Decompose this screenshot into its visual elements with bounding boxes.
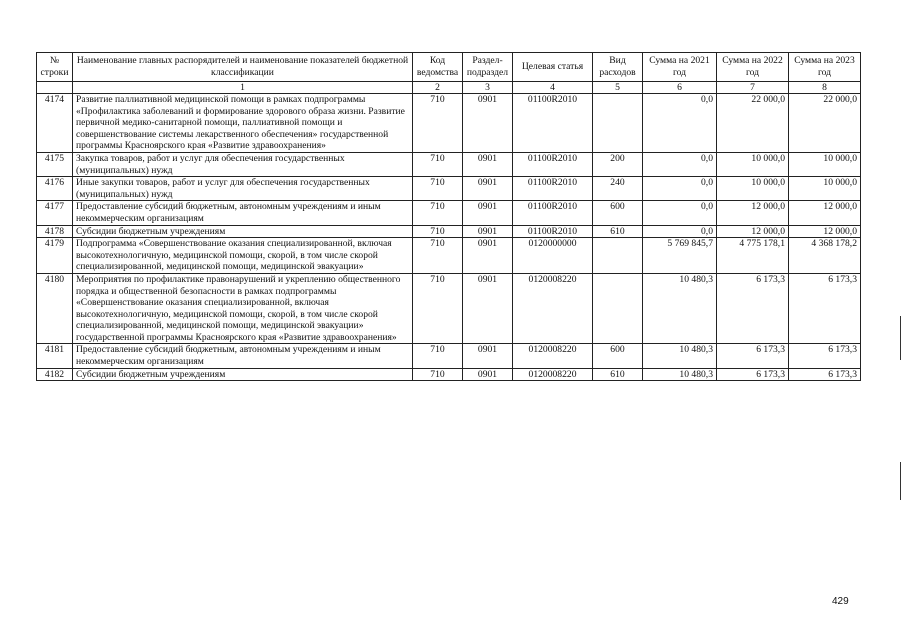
target-item: 01100R2010: [513, 225, 593, 238]
row-name: Развитие паллиативной медицинской помощи в рамках подпрограммы «Профилактика заболеваний и формирование здорового образа жизни. Развитие первичной медико-санитарной помощи, паллиативной помощи и совершенствование системы лекарственного обеспечения» государственной программы Красноярского края «Развитие здравоохранения»: [73, 94, 413, 153]
row-name: Предоставление субсидий бюджетным, автономным учреждениям и иным некоммерческим организациям: [73, 344, 413, 368]
row-number: 4182: [37, 368, 73, 381]
target-item: 01100R2010: [513, 177, 593, 201]
sum-2023: 12 000,0: [789, 225, 861, 238]
expense-type: [593, 94, 643, 153]
expense-type: 610: [593, 368, 643, 381]
sum-2023: 6 173,3: [789, 273, 861, 344]
row-number: 4176: [37, 177, 73, 201]
table-row: [37, 344, 861, 368]
header-target-item: Целевая статья: [513, 53, 593, 82]
table-body: [37, 94, 861, 381]
scan-edge-line: [900, 462, 901, 500]
row-name: Закупка товаров, работ и услуг для обеспечения государственных (муниципальных) нужд: [73, 152, 413, 176]
target-item: 01100R2010: [513, 152, 593, 176]
row-number: 4181: [37, 344, 73, 368]
department-code: 710: [413, 344, 463, 368]
table-row: [37, 94, 861, 153]
target-item: 0120000000: [513, 238, 593, 274]
sum-2023: 10 000,0: [789, 152, 861, 176]
sum-2022: 12 000,0: [717, 201, 789, 225]
expense-type: [593, 273, 643, 344]
row-name: Субсидии бюджетным учреждениям: [73, 225, 413, 238]
sum-2021: 0,0: [643, 152, 717, 176]
section-code: 0901: [463, 94, 513, 153]
target-item: 01100R2010: [513, 201, 593, 225]
sum-2022: 12 000,0: [717, 225, 789, 238]
sum-2021: 10 480,3: [643, 344, 717, 368]
department-code: 710: [413, 273, 463, 344]
sum-2021: 10 480,3: [643, 273, 717, 344]
row-number: 4180: [37, 273, 73, 344]
table-header: [37, 53, 861, 94]
expense-type: 200: [593, 152, 643, 176]
row-name: Иные закупки товаров, работ и услуг для обеспечения государственных (муниципальных) нужд: [73, 177, 413, 201]
expense-type: 600: [593, 201, 643, 225]
sum-2021: 0,0: [643, 201, 717, 225]
table-row: [37, 273, 861, 344]
header-sum-2022: Сумма на 2022 год: [717, 53, 789, 82]
sum-2022: 22 000,0: [717, 94, 789, 153]
sum-2021: 0,0: [643, 94, 717, 153]
row-name: Подпрограмма «Совершенствование оказания специализированной, включая высокотехнологичную, медицинской помощи, скорой, в том числе скорой специализированной, медицинской помощи, медицинской эвакуации»: [73, 238, 413, 274]
department-code: 710: [413, 201, 463, 225]
sum-2023: 4 368 178,2: [789, 238, 861, 274]
sum-2022: 10 000,0: [717, 152, 789, 176]
sum-2023: 10 000,0: [789, 177, 861, 201]
page-number: 429: [832, 596, 849, 607]
section-code: 0901: [463, 177, 513, 201]
department-code: 710: [413, 368, 463, 381]
column-number: 6: [643, 82, 717, 94]
sum-2023: 22 000,0: [789, 94, 861, 153]
table-row: [37, 238, 861, 274]
section-code: 0901: [463, 273, 513, 344]
sum-2022: 6 173,3: [717, 344, 789, 368]
target-item: 01100R2010: [513, 94, 593, 153]
row-number: 4179: [37, 238, 73, 274]
expense-type: [593, 238, 643, 274]
expense-type: 610: [593, 225, 643, 238]
target-item: 0120008220: [513, 273, 593, 344]
department-code: 710: [413, 225, 463, 238]
scan-edge-line: [900, 316, 901, 360]
target-item: 0120008220: [513, 344, 593, 368]
header-row-number: № строки: [37, 53, 73, 82]
column-number: 4: [513, 82, 593, 94]
expense-type: 240: [593, 177, 643, 201]
table-row: [37, 225, 861, 238]
table-row: [37, 201, 861, 225]
header-sum-2021: Сумма на 2021 год: [643, 53, 717, 82]
sum-2023: 6 173,3: [789, 344, 861, 368]
sum-2021: 0,0: [643, 177, 717, 201]
row-number: 4177: [37, 201, 73, 225]
sum-2022: 6 173,3: [717, 273, 789, 344]
sum-2022: 10 000,0: [717, 177, 789, 201]
section-code: 0901: [463, 201, 513, 225]
section-code: 0901: [463, 238, 513, 274]
table-row: [37, 177, 861, 201]
department-code: 710: [413, 238, 463, 274]
header-section: Раздел-подраздел: [463, 53, 513, 82]
department-code: 710: [413, 177, 463, 201]
column-number: 8: [789, 82, 861, 94]
column-number: 3: [463, 82, 513, 94]
department-code: 710: [413, 94, 463, 153]
section-code: 0901: [463, 368, 513, 381]
row-number: 4178: [37, 225, 73, 238]
header-department-code: Код ведомства: [413, 53, 463, 82]
budget-table: [36, 52, 861, 381]
section-code: 0901: [463, 344, 513, 368]
row-number: 4175: [37, 152, 73, 176]
row-name: Предоставление субсидий бюджетным, автономным учреждениям и иным некоммерческим организациям: [73, 201, 413, 225]
sum-2021: 10 480,3: [643, 368, 717, 381]
sum-2022: 6 173,3: [717, 368, 789, 381]
sum-2023: 12 000,0: [789, 201, 861, 225]
column-number: 7: [717, 82, 789, 94]
section-code: 0901: [463, 152, 513, 176]
column-number: 1: [73, 82, 413, 94]
header-sum-2023: Сумма на 2023 год: [789, 53, 861, 82]
column-number-row: [37, 82, 861, 94]
sum-2023: 6 173,3: [789, 368, 861, 381]
sum-2022: 4 775 178,1: [717, 238, 789, 274]
row-name: Мероприятия по профилактике правонарушений и укреплению общественного порядка и общественной безопасности в рамках подпрограммы «Совершенствование оказания специализированной, включая высокотехнологичную, медицинской помощи, скорой, в том числе скорой специализированной, медицинской помощи, медицинской эвакуации» государственной программы Красноярского края «Развитие здравоохранения»: [73, 273, 413, 344]
sum-2021: 0,0: [643, 225, 717, 238]
table-row: [37, 368, 861, 381]
expense-type: 600: [593, 344, 643, 368]
target-item: 0120008220: [513, 368, 593, 381]
column-number: 2: [413, 82, 463, 94]
table-row: [37, 152, 861, 176]
column-number: 5: [593, 82, 643, 94]
row-number: 4174: [37, 94, 73, 153]
column-number: [37, 82, 73, 94]
header-name: Наименование главных распорядителей и наименование показателей бюджетной классификации: [73, 53, 413, 82]
sum-2021: 5 769 845,7: [643, 238, 717, 274]
section-code: 0901: [463, 225, 513, 238]
department-code: 710: [413, 152, 463, 176]
header-expense-type: Вид расходов: [593, 53, 643, 82]
row-name: Субсидии бюджетным учреждениям: [73, 368, 413, 381]
header-row: [37, 53, 861, 82]
